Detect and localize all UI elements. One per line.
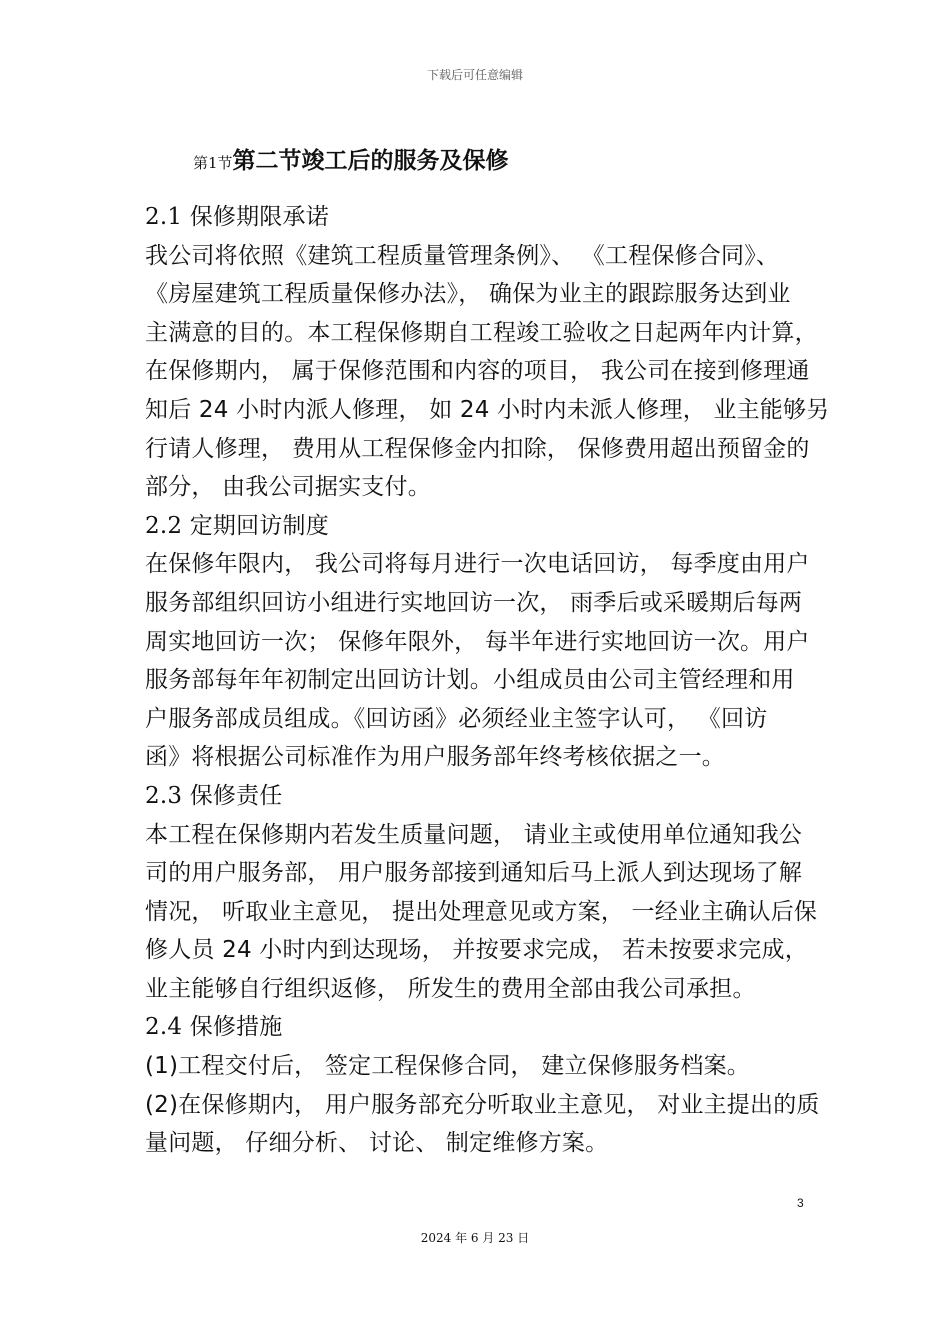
- paragraph-line: 情况， 听取业主意见， 提出处理意见或方案， 一经业主确认后保: [145, 898, 818, 925]
- body-text: [145, 198, 830, 1163]
- paragraph-line: 服务部组织回访小组进行实地回访一次， 雨季后或采暖期后每两: [145, 589, 803, 616]
- paragraph-line: 修人员 24 小时内到达现场， 并按要求完成， 若未按要求完成，: [145, 937, 808, 964]
- paragraph-line: 量问题， 仔细分析、 讨论、 制定维修方案。: [145, 1130, 609, 1157]
- page-header: 下载后可任意编辑: [426, 68, 523, 82]
- paragraph-line: 部分， 由我公司据实支付。: [145, 474, 431, 501]
- subheading: 2.1 保修期限承诺: [145, 204, 329, 230]
- section-title: [193, 142, 509, 175]
- paragraph-line: 知后 24 小时内派人修理， 如 24 小时内未派人修理， 业主能够另: [145, 396, 830, 423]
- paragraph-line: 在保修期内， 属于保修范围和内容的项目， 我公司在接到修理通: [145, 358, 810, 385]
- section-number: 第1节: [193, 154, 233, 172]
- paragraph-line: 户服务部成员组成。《回访函》必须经业主签字认可， 《回访: [145, 705, 768, 732]
- paragraph-line: 在保修年限内， 我公司将每月进行一次电话回访， 每季度由用户: [145, 551, 810, 578]
- paragraph-line: 主满意的目的。本工程保修期自工程竣工验收之日起两年内计算，: [145, 319, 818, 346]
- paragraph-line: 司的用户服务部， 用户服务部接到通知后马上派人到达现场了解: [145, 860, 803, 887]
- subheading: 2.3 保修责任: [145, 782, 283, 809]
- subheading: 2.2 定期回访制度: [145, 512, 329, 539]
- paragraph-line: (1)工程交付后， 签定工程保修合同， 建立保修服务档案。: [145, 1053, 751, 1080]
- paragraph-line: 行请人修理， 费用从工程保修金内扣除， 保修费用超出预留金的: [145, 435, 810, 462]
- paragraph-line: 函》将根据公司标准作为用户服务部年终考核依据之一。: [145, 744, 725, 771]
- page-number: 3: [797, 1196, 804, 1210]
- paragraph-line: 周实地回访一次； 保修年限外， 每半年进行实地回访一次。用户: [145, 628, 810, 655]
- footer-date: 2024 年 6 月 23 日: [420, 1231, 530, 1245]
- paragraph-line: 服务部每年年初制定出回访计划。小组成员由公司主管经理和用: [145, 667, 795, 694]
- paragraph-line: (2)在保修期内， 用户服务部充分听取业主意见， 对业主提出的质: [145, 1091, 820, 1118]
- paragraph-line: 我公司将依照《建筑工程质量管理条例》、 《工程保修合同》、: [145, 242, 780, 269]
- paragraph-line: 本工程在保修期内若发生质量问题， 请业主或使用单位通知我公: [145, 821, 803, 848]
- subheading: 2.4 保修措施: [145, 1014, 283, 1041]
- paragraph-line: 业主能够自行组织返修， 所发生的费用全部由我公司承担。: [145, 975, 756, 1002]
- section-title-text: 第二节竣工后的服务及保修: [232, 148, 509, 174]
- paragraph-line: 《房屋建筑工程质量保修办法》， 确保为业主的跟踪服务达到业: [145, 281, 791, 308]
